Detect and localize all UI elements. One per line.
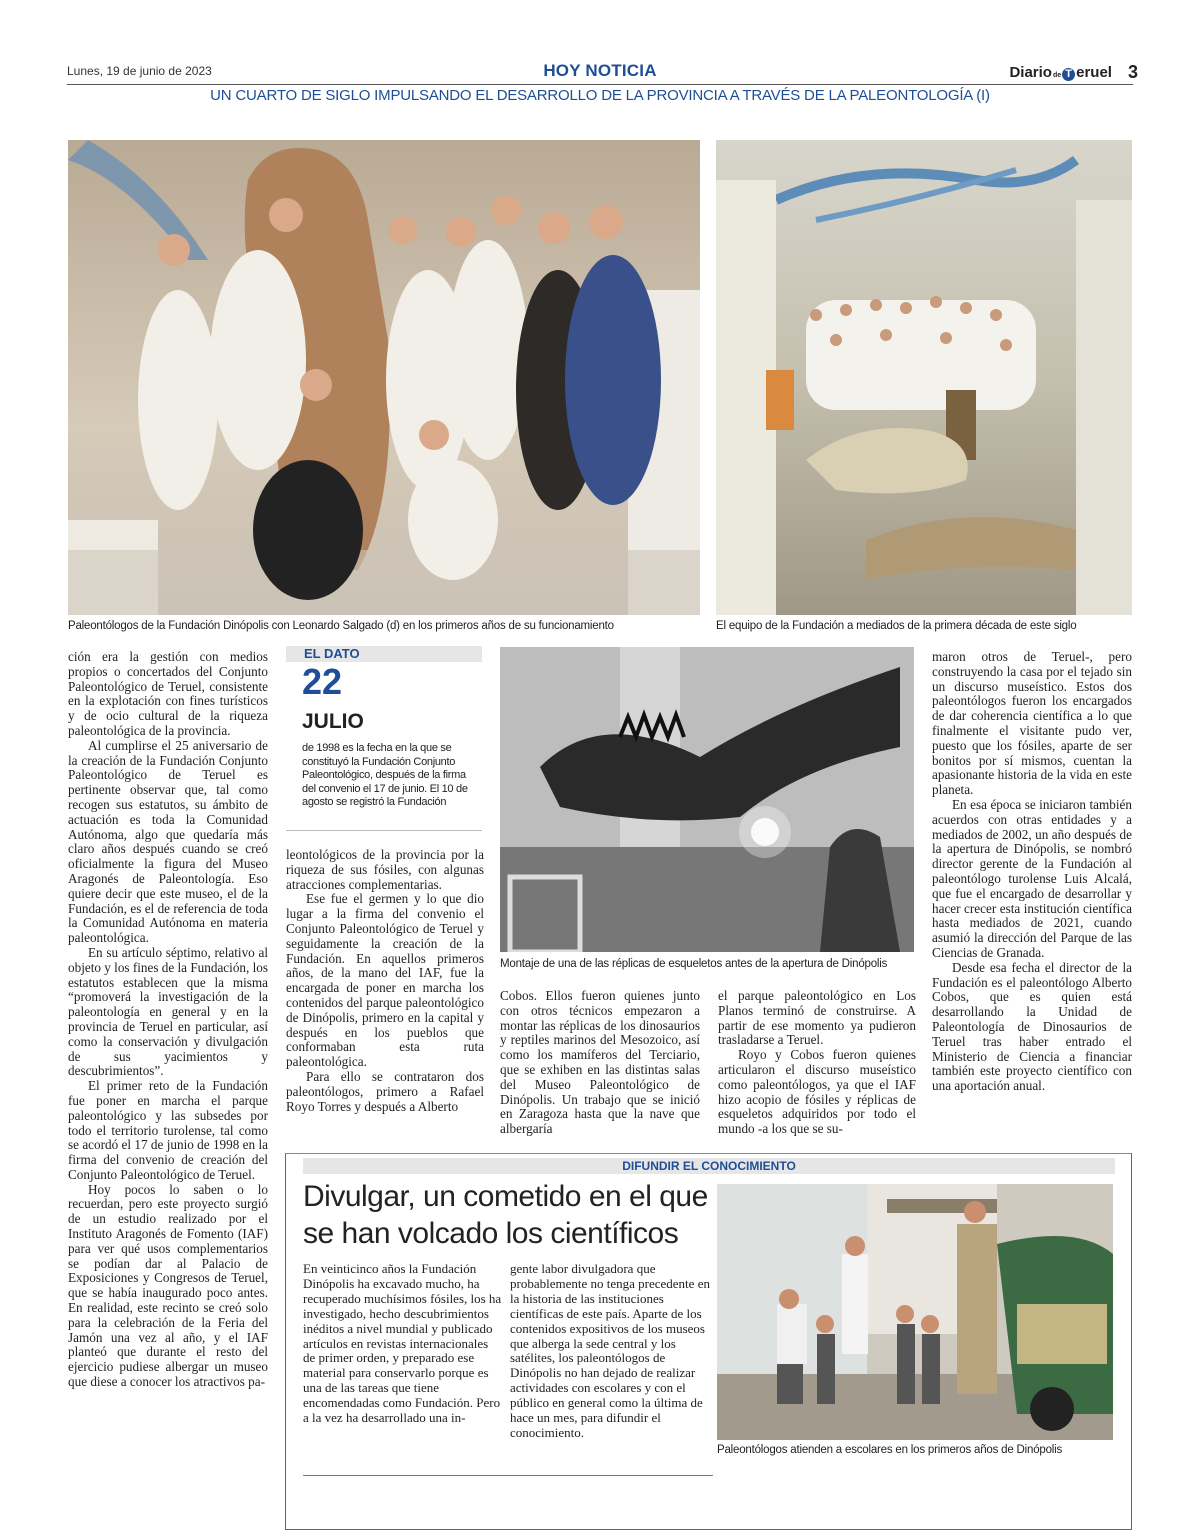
issue-date: Lunes, 19 de junio de 2023 <box>67 64 212 78</box>
paragraph: En su artículo séptimo, relativo al objeto y los fines de la Fundación, los estatutos establecen que la misma “promoverá la investigación de la paleontología en general y en la provincia de Teruel en particular, así como la conservación y divulgación de sus yacimientos y descubrimientos”. <box>68 944 268 1079</box>
sidebar-column-2: gente labor divulgadora que probablemente no tenga precedente en la historia de las instituciones científicas de este país. Aparte de los contenidos expositivos de los museos que alberga la sede central y los satélites, los paleontólogos de Dinópolis no han dejado de realizar actividades con escolares y con el público en general como la última de hace un mes, para difundir el conocimiento. <box>510 1261 710 1440</box>
paragraph: el parque paleontológico en Los Planos terminó de construirse. A partir de ese momento ya pudieron trasladarse a Teruel. <box>718 988 916 1048</box>
sidebar-headline: Divulgar, un cometido en el que se han volcado los científicos <box>303 1180 708 1250</box>
newspaper-logo <box>1009 64 1112 81</box>
header-divider <box>67 84 1133 85</box>
paragraph: ción era la gestión con medios propios o concertados del Conjunto Paleontológico de Teruel, consistente en la explotación con fines turísticos y de ocio cultural de la riqueza paleontológica de la provincia. <box>68 649 268 738</box>
paragraph: Desde esa fecha el director de la Fundación es el paleontólogo Alberto Cobos, que es quien está desarrollando la Unidad de Paleontología de Dinosaurios de Teruel tras haber entrado el Ministerio de Ciencia a financiar también este proyecto científico con una aportación anual. <box>932 959 1132 1094</box>
paragraph: Royo y Cobos fueron quienes articularon el discurso museístico como paleontólogos, ya que el IAF hizo acopio de fósiles y réplicas de esqueletos adquiridos por todo el mundo -a los que se su- <box>718 1047 916 1137</box>
caption-skeleton-assembly: Montaje de una de las réplicas de esqueletos antes de la apertura de Dinópolis <box>500 958 888 970</box>
photo-team-early <box>68 140 700 615</box>
el-dato-divider <box>286 830 482 831</box>
sidebar-column-1: En veinticinco años la Fundación Dinópolis ha excavado mucho, ha recuperado muchísimos fósiles, los ha investigado, hecho descubrimientos inéditos a nivel mundial y publicado artículos en revistas internacionales de primer orden, y preparado ese material para conservarlo porque es una de las tareas que tiene encomendadas como Fundación. Pero a la vez ha desarrollado una in- <box>303 1261 502 1426</box>
logo-text-de: de <box>1052 72 1062 79</box>
paragraph: En esa época se iniciaron también acuerdos con otras entidades y a mediados de 2002, un año después de la apertura de Dinópolis, se nombró director gerente de la Fundación al paleontólogo turolense Luis Alcalá, que fue el encargado de desarrollar y hacer crecer esta institución científica hasta mediados de 2021, cuando asumió la dirección del Parque de las Ciencias de Granada. <box>932 796 1132 960</box>
paragraph: Al cumplirse el 25 aniversario de la creación de la Fundación Conjunto Paleontológico de Teruel es pertinente observar que, tal como recogen sus estatutos, su ámbito de actuación es toda la Comunidad Autónoma, algo que quedaría más claro años después cuando se creó oficialmente la figura del Museo Aragonés de Paleontología. Eso quiere decir que este museo, el de la Fundación, es el de referencia de toda la Comunidad Autónoma en materia paleontológica. <box>68 737 268 946</box>
sidebar-kicker: DIFUNDIR EL CONOCIMIENTO <box>622 1159 796 1173</box>
paragraph: Cobos. Ellos fueron quienes junto con otros técnicos empezaron a montar las réplicas de los dinosaurios y reptiles marinos del Mesozoico, así como los mamíferos del Terciario, que se exhiben en las distintas salas del Museo Paleontológico de Dinópolis. Un trabajo que se inició en Zaragoza hasta que la nave que albergaría <box>500 988 700 1137</box>
paragraph: El primer reto de la Fundación fue poner en marcha el parque paleontológico y las subsedes por todo el territorio turolense, tal como se acordó el 17 de junio de 1998 en la firma del convenio de creación del Conjunto Paleontológico de Teruel. <box>68 1078 268 1182</box>
series-kicker: UN CUARTO DE SIGLO IMPULSANDO EL DESARROLLO DE LA PROVINCIA A TRAVÉS DE LA PALEONTOLOGÍA (I) <box>210 87 990 104</box>
logo-text-diario: Diario <box>1009 64 1052 81</box>
article-column-5 <box>932 650 1132 1094</box>
article-column-4 <box>718 989 916 1137</box>
paragraph: Hoy pocos lo saben o lo recuerdan, pero este proyecto surgió de un estudio realizado por el Instituto Aragonés de Fomento (IAF) para ver qué usos complementarios se podían dar al Palacio de Exposiciones y Congresos de Teruel, que se había inaugurado poco antes. En realidad, este recinto se creó solo para la celebración de la Feria del Jamón una vez al año, y el IAF planteó que durante el resto del ejercicio pudiese albergar un museo que diese a conocer los atractivos pa- <box>68 1181 268 1390</box>
logo-text-eruel: eruel <box>1076 64 1112 81</box>
photo-team-decade <box>716 140 1132 615</box>
article-column-3 <box>500 989 700 1137</box>
masthead <box>1009 62 1138 83</box>
paragraph: Ese fue el germen y lo que dio lugar a la firma del convenio el Conjunto Paleontológico de Teruel y seguidamente la creación de la Fundación. En aquellos primeros años, de la mano del IAF, fue la encargada de poner en marcha los contenidos del parque paleontológico de Dinópolis, primero en la capital y después en los pueblos que conformaban esta ruta paleontológica. <box>286 891 484 1070</box>
caption-school-visit: Paleontólogos atienden a escolares en los primeros años de Dinópolis <box>717 1444 1063 1456</box>
section-title: HOY NOTICIA <box>543 61 657 80</box>
photo-school-visit <box>717 1184 1113 1440</box>
sidebar-divider <box>303 1475 713 1476</box>
el-dato-number: 22 <box>302 661 343 702</box>
paragraph: leontológicos de la provincia por la riqueza de sus fósiles, con algunas atracciones complementarias. <box>286 847 484 892</box>
paragraph: maron otros de Teruel-, pero construyendo la casa por el tejado sin un discurso museístico. Estos dos paleontólogos fueron los encargados de dar coherencia científica a lo que finalmente el visitante pudo ver, puesto que los fósiles, aparte de ser bonitos por sí mismos, cuentan la apasionante historia de la vida en este planeta. <box>932 649 1132 798</box>
el-dato-label: EL DATO <box>304 646 360 661</box>
page-number: 3 <box>1127 62 1138 82</box>
photo-skeleton-assembly <box>500 647 914 952</box>
caption-team-decade: El equipo de la Fundación a mediados de la primera década de este siglo <box>716 620 1077 632</box>
paragraph: Para ello se contrataron dos paleontólogos, primero a Rafael Royo Torres y después a Alberto <box>286 1068 484 1114</box>
el-dato-text: de 1998 es la fecha en la que se constituyó la Fundación Conjunto Paleontológico, después de la firma del convenio el 17 de junio. El 10 de agosto se registró la Fundación <box>302 742 468 808</box>
article-column-2 <box>286 848 484 1114</box>
article-column-1 <box>68 650 268 1390</box>
el-dato-month: JULIO <box>302 710 364 733</box>
logo-t-icon: T <box>1062 68 1075 81</box>
caption-team-early: Paleontólogos de la Fundación Dinópolis con Leonardo Salgado (d) en los primeros años de su funcionamiento <box>68 620 614 632</box>
